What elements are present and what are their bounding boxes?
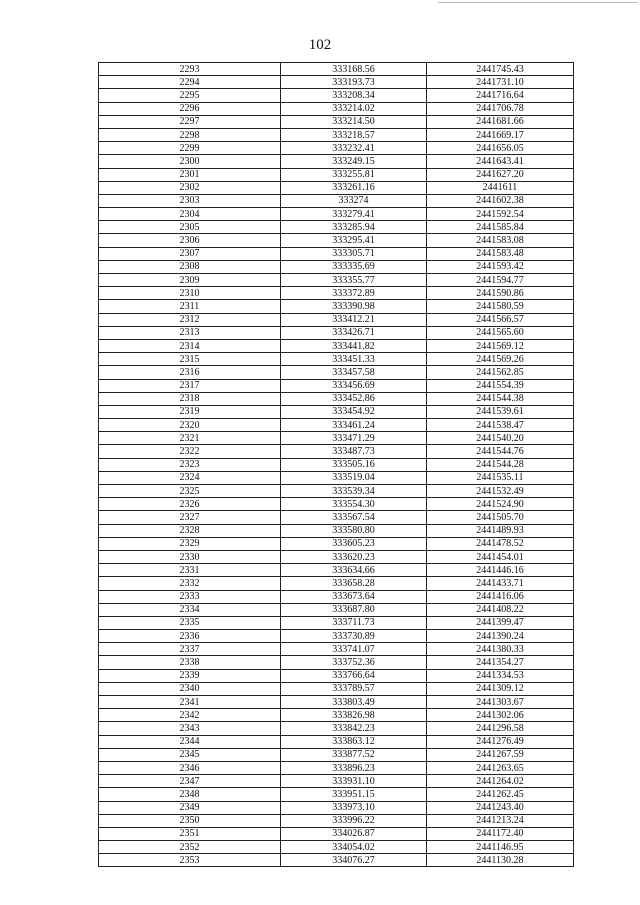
coordinates-table	[98, 62, 574, 867]
table-row	[99, 696, 574, 709]
x-coordinate-cell: 333519.04	[281, 471, 427, 484]
y-coordinate-cell: 2441583.48	[427, 247, 574, 260]
table-row	[99, 498, 574, 511]
table-row	[99, 485, 574, 498]
y-coordinate-cell: 2441532.49	[427, 485, 574, 498]
table-row	[99, 761, 574, 774]
table-row	[99, 194, 574, 207]
x-coordinate-cell: 334076.27	[281, 854, 427, 867]
y-coordinate-cell: 2441408.22	[427, 603, 574, 616]
y-coordinate-cell: 2441303.67	[427, 696, 574, 709]
x-coordinate-cell: 333580.80	[281, 524, 427, 537]
y-coordinate-cell: 2441267.59	[427, 748, 574, 761]
table-row	[99, 814, 574, 827]
table-row	[99, 590, 574, 603]
x-coordinate-cell: 333896.23	[281, 761, 427, 774]
point-number-cell: 2343	[99, 722, 281, 735]
point-number-cell: 2338	[99, 656, 281, 669]
table-row	[99, 102, 574, 115]
y-coordinate-cell: 2441505.70	[427, 511, 574, 524]
point-number-cell: 2333	[99, 590, 281, 603]
x-coordinate-cell: 333218.57	[281, 128, 427, 141]
table-row	[99, 827, 574, 840]
x-coordinate-cell: 333390.98	[281, 300, 427, 313]
x-coordinate-cell: 333193.73	[281, 76, 427, 89]
x-coordinate-cell: 333471.29	[281, 432, 427, 445]
table-row	[99, 775, 574, 788]
point-number-cell: 2326	[99, 498, 281, 511]
y-coordinate-cell: 2441554.39	[427, 379, 574, 392]
table-row	[99, 550, 574, 563]
x-coordinate-cell: 333826.98	[281, 709, 427, 722]
table-row	[99, 471, 574, 484]
point-number-cell: 2328	[99, 524, 281, 537]
table-row	[99, 643, 574, 656]
y-coordinate-cell: 2441592.54	[427, 208, 574, 221]
y-coordinate-cell: 2441354.27	[427, 656, 574, 669]
table-row	[99, 841, 574, 854]
y-coordinate-cell: 2441535.11	[427, 471, 574, 484]
table-row	[99, 326, 574, 339]
point-number-cell: 2309	[99, 274, 281, 287]
table-row	[99, 181, 574, 194]
y-coordinate-cell: 2441296.58	[427, 722, 574, 735]
point-number-cell: 2317	[99, 379, 281, 392]
y-coordinate-cell: 2441590.86	[427, 287, 574, 300]
point-number-cell: 2350	[99, 814, 281, 827]
table-row	[99, 511, 574, 524]
x-coordinate-cell: 333730.89	[281, 630, 427, 643]
x-coordinate-cell: 333232.41	[281, 142, 427, 155]
point-number-cell: 2325	[99, 485, 281, 498]
table-row	[99, 392, 574, 405]
x-coordinate-cell: 333335.69	[281, 260, 427, 273]
point-number-cell: 2347	[99, 775, 281, 788]
y-coordinate-cell: 2441706.78	[427, 102, 574, 115]
x-coordinate-cell: 333931.10	[281, 775, 427, 788]
x-coordinate-cell: 333452.86	[281, 392, 427, 405]
point-number-cell: 2300	[99, 155, 281, 168]
table-row	[99, 564, 574, 577]
x-coordinate-cell: 333168.56	[281, 63, 427, 76]
y-coordinate-cell: 2441309.12	[427, 682, 574, 695]
point-number-cell: 2322	[99, 445, 281, 458]
x-coordinate-cell: 333261.16	[281, 181, 427, 194]
point-number-cell: 2320	[99, 419, 281, 432]
x-coordinate-cell: 334054.02	[281, 841, 427, 854]
point-number-cell: 2336	[99, 630, 281, 643]
table-row	[99, 537, 574, 550]
point-number-cell: 2340	[99, 682, 281, 695]
table-row	[99, 801, 574, 814]
table-row	[99, 432, 574, 445]
y-coordinate-cell: 2441539.61	[427, 405, 574, 418]
y-coordinate-cell: 2441334.53	[427, 669, 574, 682]
y-coordinate-cell: 2441562.85	[427, 366, 574, 379]
point-number-cell: 2313	[99, 326, 281, 339]
table-row	[99, 419, 574, 432]
y-coordinate-cell: 2441399.47	[427, 616, 574, 629]
x-coordinate-cell: 333973.10	[281, 801, 427, 814]
y-coordinate-cell: 2441565.60	[427, 326, 574, 339]
point-number-cell: 2312	[99, 313, 281, 326]
table-row	[99, 339, 574, 352]
table-row	[99, 748, 574, 761]
point-number-cell: 2315	[99, 353, 281, 366]
y-coordinate-cell: 2441538.47	[427, 419, 574, 432]
y-coordinate-cell: 2441627.20	[427, 168, 574, 181]
x-coordinate-cell: 333279.41	[281, 208, 427, 221]
point-number-cell: 2299	[99, 142, 281, 155]
y-coordinate-cell: 2441745.43	[427, 63, 574, 76]
x-coordinate-cell: 333877.52	[281, 748, 427, 761]
x-coordinate-cell: 333372.89	[281, 287, 427, 300]
x-coordinate-cell: 333461.24	[281, 419, 427, 432]
x-coordinate-cell: 333634.66	[281, 564, 427, 577]
point-number-cell: 2293	[99, 63, 281, 76]
x-coordinate-cell: 333996.22	[281, 814, 427, 827]
point-number-cell: 2330	[99, 550, 281, 563]
y-coordinate-cell: 2441454.01	[427, 550, 574, 563]
table-row	[99, 682, 574, 695]
x-coordinate-cell: 333487.73	[281, 445, 427, 458]
table-row	[99, 379, 574, 392]
table-row	[99, 142, 574, 155]
point-number-cell: 2311	[99, 300, 281, 313]
page-number: 102	[308, 37, 332, 53]
table-row	[99, 63, 574, 76]
y-coordinate-cell: 2441416.06	[427, 590, 574, 603]
point-number-cell: 2335	[99, 616, 281, 629]
y-coordinate-cell: 2441593.42	[427, 260, 574, 273]
y-coordinate-cell: 2441243.40	[427, 801, 574, 814]
table-row	[99, 577, 574, 590]
point-number-cell: 2314	[99, 339, 281, 352]
y-coordinate-cell: 2441433.71	[427, 577, 574, 590]
point-number-cell: 2301	[99, 168, 281, 181]
point-number-cell: 2344	[99, 735, 281, 748]
y-coordinate-cell: 2441276.49	[427, 735, 574, 748]
point-number-cell: 2348	[99, 788, 281, 801]
x-coordinate-cell: 333412.21	[281, 313, 427, 326]
point-number-cell: 2352	[99, 841, 281, 854]
point-number-cell: 2297	[99, 115, 281, 128]
x-coordinate-cell: 333305.71	[281, 247, 427, 260]
point-number-cell: 2296	[99, 102, 281, 115]
point-number-cell: 2305	[99, 221, 281, 234]
point-number-cell: 2324	[99, 471, 281, 484]
table-row	[99, 722, 574, 735]
table-row	[99, 313, 574, 326]
table-row	[99, 445, 574, 458]
y-coordinate-cell: 2441146.95	[427, 841, 574, 854]
y-coordinate-cell: 2441602.38	[427, 194, 574, 207]
y-coordinate-cell: 2441569.26	[427, 353, 574, 366]
point-number-cell: 2339	[99, 669, 281, 682]
y-coordinate-cell: 2441643.41	[427, 155, 574, 168]
table-row	[99, 458, 574, 471]
y-coordinate-cell: 2441681.66	[427, 115, 574, 128]
x-coordinate-cell: 333951.15	[281, 788, 427, 801]
x-coordinate-cell: 333605.23	[281, 537, 427, 550]
y-coordinate-cell: 2441583.08	[427, 234, 574, 247]
point-number-cell: 2346	[99, 761, 281, 774]
table-row	[99, 353, 574, 366]
y-coordinate-cell: 2441716.64	[427, 89, 574, 102]
table-row	[99, 221, 574, 234]
point-number-cell: 2327	[99, 511, 281, 524]
table-row	[99, 854, 574, 867]
table-row	[99, 524, 574, 537]
table-row	[99, 709, 574, 722]
point-number-cell: 2316	[99, 366, 281, 379]
table-row	[99, 128, 574, 141]
table-row	[99, 366, 574, 379]
x-coordinate-cell: 333687.80	[281, 603, 427, 616]
y-coordinate-cell: 2441580.59	[427, 300, 574, 313]
top-edge-rule	[438, 2, 638, 3]
x-coordinate-cell: 333567.54	[281, 511, 427, 524]
y-coordinate-cell: 2441594.77	[427, 274, 574, 287]
x-coordinate-cell: 334026.87	[281, 827, 427, 840]
y-coordinate-cell: 2441544.76	[427, 445, 574, 458]
table-row	[99, 168, 574, 181]
x-coordinate-cell: 333441.82	[281, 339, 427, 352]
x-coordinate-cell: 333456.69	[281, 379, 427, 392]
y-coordinate-cell: 2441130.28	[427, 854, 574, 867]
point-number-cell: 2307	[99, 247, 281, 260]
table-row	[99, 234, 574, 247]
x-coordinate-cell: 333658.28	[281, 577, 427, 590]
y-coordinate-cell: 2441478.52	[427, 537, 574, 550]
point-number-cell: 2323	[99, 458, 281, 471]
x-coordinate-cell: 333451.33	[281, 353, 427, 366]
point-number-cell: 2345	[99, 748, 281, 761]
x-coordinate-cell: 333249.15	[281, 155, 427, 168]
x-coordinate-cell: 333620.23	[281, 550, 427, 563]
x-coordinate-cell: 333208.34	[281, 89, 427, 102]
table-row	[99, 405, 574, 418]
table-row	[99, 155, 574, 168]
x-coordinate-cell: 333752.36	[281, 656, 427, 669]
y-coordinate-cell: 2441585.84	[427, 221, 574, 234]
y-coordinate-cell: 2441540.20	[427, 432, 574, 445]
point-number-cell: 2332	[99, 577, 281, 590]
point-number-cell: 2318	[99, 392, 281, 405]
x-coordinate-cell: 333255.81	[281, 168, 427, 181]
y-coordinate-cell: 2441656.05	[427, 142, 574, 155]
point-number-cell: 2349	[99, 801, 281, 814]
x-coordinate-cell: 333539.34	[281, 485, 427, 498]
point-number-cell: 2337	[99, 643, 281, 656]
point-number-cell: 2298	[99, 128, 281, 141]
y-coordinate-cell: 2441264.02	[427, 775, 574, 788]
point-number-cell: 2303	[99, 194, 281, 207]
table-row	[99, 788, 574, 801]
table-row	[99, 76, 574, 89]
table-row	[99, 274, 574, 287]
y-coordinate-cell: 2441731.10	[427, 76, 574, 89]
point-number-cell: 2304	[99, 208, 281, 221]
x-coordinate-cell: 333842.23	[281, 722, 427, 735]
x-coordinate-cell: 333457.58	[281, 366, 427, 379]
table-row	[99, 735, 574, 748]
x-coordinate-cell: 333741.07	[281, 643, 427, 656]
point-number-cell: 2294	[99, 76, 281, 89]
table-row	[99, 656, 574, 669]
y-coordinate-cell: 2441263.65	[427, 761, 574, 774]
y-coordinate-cell: 2441172.40	[427, 827, 574, 840]
x-coordinate-cell: 333711.73	[281, 616, 427, 629]
coordinates-table-body	[99, 63, 574, 867]
point-number-cell: 2329	[99, 537, 281, 550]
y-coordinate-cell: 2441544.28	[427, 458, 574, 471]
y-coordinate-cell: 2441524.90	[427, 498, 574, 511]
table-row	[99, 89, 574, 102]
point-number-cell: 2353	[99, 854, 281, 867]
x-coordinate-cell: 333274	[281, 194, 427, 207]
x-coordinate-cell: 333214.02	[281, 102, 427, 115]
table-row	[99, 208, 574, 221]
point-number-cell: 2334	[99, 603, 281, 616]
point-number-cell: 2341	[99, 696, 281, 709]
point-number-cell: 2351	[99, 827, 281, 840]
table-row	[99, 115, 574, 128]
y-coordinate-cell: 2441262.45	[427, 788, 574, 801]
x-coordinate-cell: 333295.41	[281, 234, 427, 247]
y-coordinate-cell: 2441611	[427, 181, 574, 194]
y-coordinate-cell: 2441669.17	[427, 128, 574, 141]
y-coordinate-cell: 2441566.57	[427, 313, 574, 326]
point-number-cell: 2331	[99, 564, 281, 577]
point-number-cell: 2295	[99, 89, 281, 102]
point-number-cell: 2302	[99, 181, 281, 194]
table-row	[99, 616, 574, 629]
x-coordinate-cell: 333454.92	[281, 405, 427, 418]
table-row	[99, 260, 574, 273]
x-coordinate-cell: 333355.77	[281, 274, 427, 287]
y-coordinate-cell: 2441446.16	[427, 564, 574, 577]
y-coordinate-cell: 2441544.38	[427, 392, 574, 405]
y-coordinate-cell: 2441569.12	[427, 339, 574, 352]
point-number-cell: 2321	[99, 432, 281, 445]
x-coordinate-cell: 333505.16	[281, 458, 427, 471]
x-coordinate-cell: 333789.57	[281, 682, 427, 695]
x-coordinate-cell: 333766.64	[281, 669, 427, 682]
y-coordinate-cell: 2441302.06	[427, 709, 574, 722]
table-row	[99, 603, 574, 616]
x-coordinate-cell: 333285.94	[281, 221, 427, 234]
y-coordinate-cell: 2441213.24	[427, 814, 574, 827]
point-number-cell: 2310	[99, 287, 281, 300]
x-coordinate-cell: 333673.64	[281, 590, 427, 603]
x-coordinate-cell: 333426.71	[281, 326, 427, 339]
y-coordinate-cell: 2441390.24	[427, 630, 574, 643]
table-row	[99, 669, 574, 682]
x-coordinate-cell: 333863.12	[281, 735, 427, 748]
table-row	[99, 287, 574, 300]
y-coordinate-cell: 2441380.33	[427, 643, 574, 656]
x-coordinate-cell: 333214.50	[281, 115, 427, 128]
x-coordinate-cell: 333803.49	[281, 696, 427, 709]
table-row	[99, 630, 574, 643]
point-number-cell: 2306	[99, 234, 281, 247]
point-number-cell: 2319	[99, 405, 281, 418]
point-number-cell: 2308	[99, 260, 281, 273]
point-number-cell: 2342	[99, 709, 281, 722]
table-row	[99, 247, 574, 260]
x-coordinate-cell: 333554.30	[281, 498, 427, 511]
y-coordinate-cell: 2441489.93	[427, 524, 574, 537]
table-row	[99, 300, 574, 313]
